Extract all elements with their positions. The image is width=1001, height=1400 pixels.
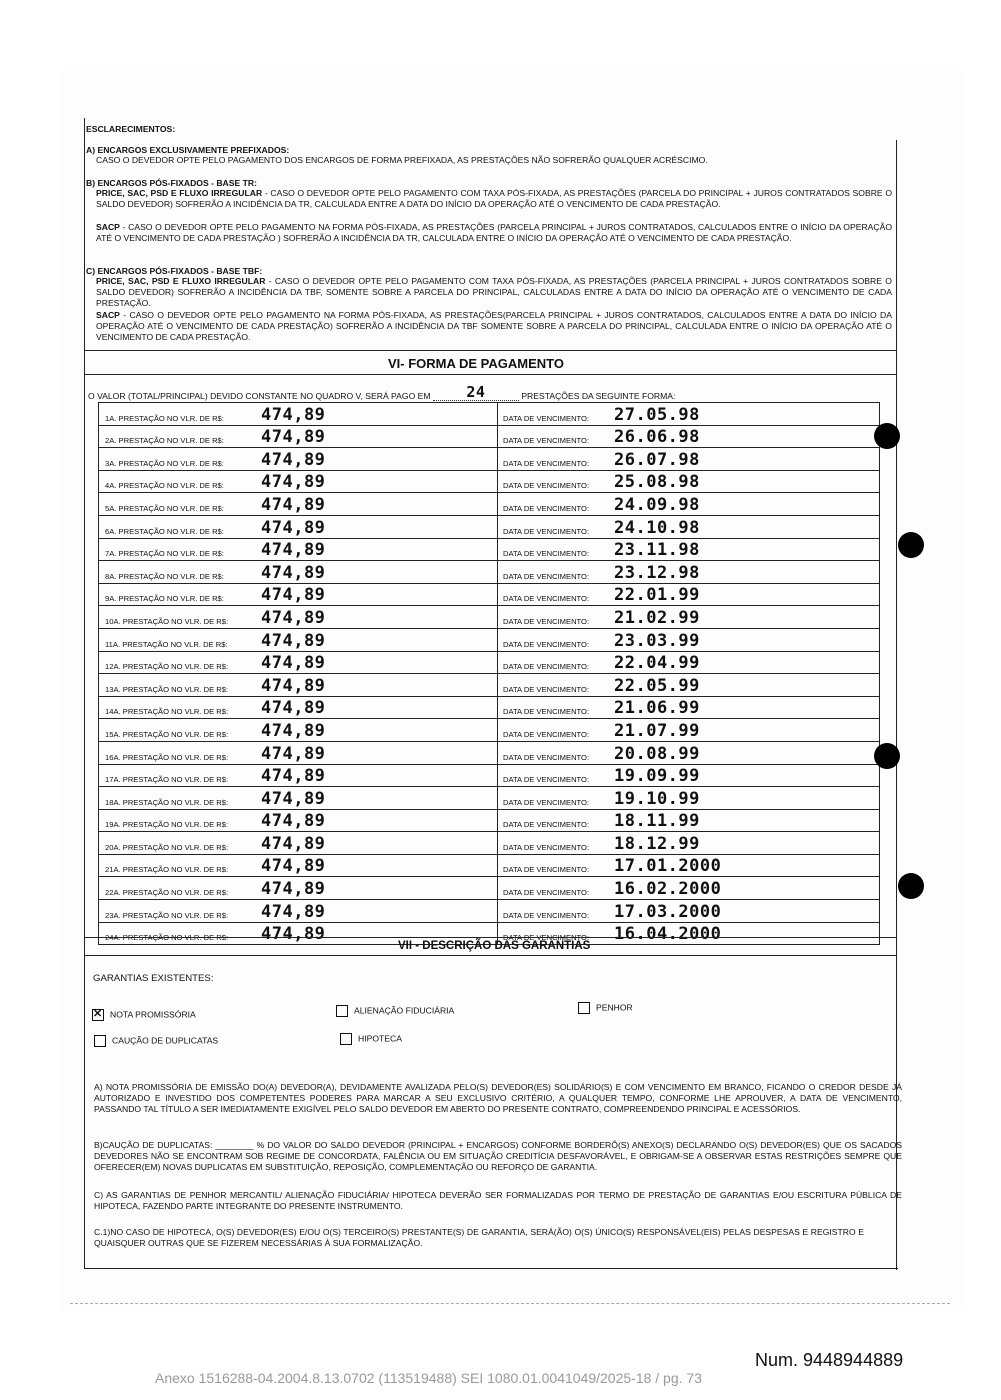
installment-row: [99, 516, 879, 539]
installment-value-cell: [99, 652, 498, 674]
due-date-label: DATA DE VENCIMENTO:: [503, 549, 590, 559]
due-date-label: DATA DE VENCIMENTO:: [503, 684, 590, 694]
installment-label: 18A. PRESTAÇÃO NO VLR. DE R$:: [105, 797, 229, 807]
due-date-label: DATA DE VENCIMENTO:: [503, 888, 590, 898]
due-date-value: 22.01.99: [614, 585, 700, 606]
installment-label: 1A. PRESTAÇÃO NO VLR. DE R$:: [105, 413, 224, 423]
installment-value-cell: [99, 426, 498, 448]
due-date-label: DATA DE VENCIMENTO:: [503, 707, 590, 717]
installment-amount: 474,89: [261, 675, 326, 696]
installment-row: [99, 493, 879, 516]
installment-value-cell: [99, 493, 498, 515]
installment-value-cell: [99, 606, 498, 628]
garantias-a-text: A) NOTA PROMISSÓRIA DE EMISSÃO DO(A) DEVEDOR(A), DEVIDAMENTE AVALIZADA PELO(S) DEVEDOR(ES) SOLIDÁRIO(S) E COM VENCIMENTO EM BRANCO, FICANDO O CREDOR DESDE JÁ AUTORIZADO E INVESTIDO DOS COMPETENTES PODERES PARA MARCAR A SEU EXCLUSIVO CRITÉRIO, A QUALQUER TEMPO, CONFORME LHE APROUVER, A DATA DE VENCIMENTO, PASSANDO TAL TÍTULO A SER IMEDIATAMENTE EXIGÍVEL PELO SALDO DEVEDOR EM ABERTO DO PRESENTE CONTRATO, COMPREENDENDO PRINCIPAL E ACESSÓRIOS.: [94, 1082, 902, 1114]
esclarecimentos-a-text: CASO O DEVEDOR OPTE PELO PAGAMENTO DOS ENCARGOS DE FORMA PREFIXADA, AS PRESTAÇÕES NÃO SOFRERÃO QUALQUER ACRÉSCIMO.: [96, 155, 708, 165]
installment-amount: 474,89: [261, 901, 326, 922]
section-divider: [84, 350, 897, 351]
installment-label: 15A. PRESTAÇÃO NO VLR. DE R$:: [105, 729, 229, 739]
esclarecimentos-title: ESCLARECIMENTOS:: [86, 124, 176, 134]
installment-amount: 474,89: [261, 811, 326, 832]
option-caucao-duplicatas[interactable]: CAUÇÃO DE DUPLICATAS: [94, 1035, 218, 1047]
installment-label: 5A. PRESTAÇÃO NO VLR. DE R$:: [105, 503, 224, 513]
installment-value-cell: [99, 742, 498, 764]
due-date-label: DATA DE VENCIMENTO:: [503, 797, 590, 807]
due-date-label: DATA DE VENCIMENTO:: [503, 616, 590, 626]
due-date-value: 27.05.98: [614, 404, 700, 425]
installment-row: [99, 426, 879, 449]
due-date-value: 22.05.99: [614, 675, 700, 696]
garantias-c1-text: C.1)NO CASO DE HIPOTECA, O(S) DEVEDOR(ES) E/OU O(S) TERCEIRO(S) PRESTANTE(S) DE GARANTIA, SERÁ(ÃO) O(S) ÚNICO(S) RESPONSÁVEL(EIS) PELAS DESPESAS E REGISTRO E QUAISQUER OUTRAS QUE SE FIZEREM NECESSÁRIAS À SUA FORMALIZAÇÃO.: [94, 1227, 864, 1248]
section-vi-title: VI- FORMA DE PAGAMENTO: [388, 356, 564, 371]
installment-label: 8A. PRESTAÇÃO NO VLR. DE R$:: [105, 571, 224, 581]
due-date-value: 25.08.98: [614, 472, 700, 493]
installment-amount: 474,89: [261, 833, 326, 854]
installment-row: [99, 448, 879, 471]
installment-label: 23A. PRESTAÇÃO NO VLR. DE R$:: [105, 910, 229, 920]
installment-label: 17A. PRESTAÇÃO NO VLR. DE R$:: [105, 775, 229, 785]
installment-value-cell: [99, 629, 498, 651]
installment-row: [99, 787, 879, 810]
due-date-value: 19.10.99: [614, 788, 700, 809]
installment-label: 13A. PRESTAÇÃO NO VLR. DE R$:: [105, 684, 229, 694]
installment-count: 24: [466, 383, 486, 401]
due-date-label: DATA DE VENCIMENTO:: [503, 910, 590, 920]
page-bottom-edge: [70, 1303, 950, 1304]
checkbox-icon[interactable]: [336, 1005, 348, 1017]
due-date-value: 19.09.99: [614, 766, 700, 787]
due-date-label: DATA DE VENCIMENTO:: [503, 820, 590, 830]
due-date-value: 20.08.99: [614, 743, 700, 764]
installment-row: [99, 742, 879, 765]
due-date-label: DATA DE VENCIMENTO:: [503, 503, 590, 513]
checkbox-icon[interactable]: [94, 1035, 106, 1047]
installment-label: 11A. PRESTAÇÃO NO VLR. DE R$:: [105, 639, 228, 649]
installment-label: 14A. PRESTAÇÃO NO VLR. DE R$:: [105, 707, 229, 717]
installment-amount: 474,89: [261, 743, 326, 764]
section-vii-title: VII - DESCRIÇÃO DAS GARANTIAS: [398, 940, 591, 952]
punch-hole: [874, 423, 900, 449]
due-date-label: DATA DE VENCIMENTO:: [503, 526, 590, 536]
option-penhor[interactable]: PENHOR: [578, 1002, 633, 1014]
due-date-label: DATA DE VENCIMENTO:: [503, 594, 590, 604]
installment-label: 4A. PRESTAÇÃO NO VLR. DE R$:: [105, 481, 224, 491]
due-date-value: 23.12.98: [614, 562, 700, 583]
installment-row: [99, 810, 879, 833]
installment-value-cell: [99, 448, 498, 470]
installment-row: [99, 629, 879, 652]
installment-label: 3A. PRESTAÇÃO NO VLR. DE R$:: [105, 458, 224, 468]
due-date-value: 16.02.2000: [614, 879, 722, 900]
installment-amount: 474,89: [261, 630, 326, 651]
installment-value-cell: [99, 765, 498, 787]
installment-amount: 474,89: [261, 427, 326, 448]
esclarecimentos-b-text-1: PRICE, SAC, PSD E FLUXO IRREGULAR - CASO O DEVEDOR OPTE PELO PAGAMENTO COM TAXA PÓS-FIXADA, AS PRESTAÇÕES (PARCELA DO PRINCIPAL + JUROS CONTRATADOS SOBRE O SALDO DEVEDOR) SOFRERÃO A INCIDÊNCIA DA TR, CALCULADA ENTRE A DATA DO INÍCIO DA OPERAÇÃO ATÉ O VENCIMENTO DE CADA PRESTAÇÃO.: [96, 188, 893, 209]
installment-value-cell: [99, 403, 498, 425]
esclarecimentos-a-title: A) ENCARGOS EXCLUSIVAMENTE PREFIXADOS:: [86, 145, 290, 155]
installment-row: [99, 765, 879, 788]
section-divider: [84, 955, 897, 956]
due-date-value: 22.04.99: [614, 653, 700, 674]
installment-label: 21A. PRESTAÇÃO NO VLR. DE R$:: [105, 865, 229, 875]
installment-row: [99, 855, 879, 878]
installment-row: [99, 539, 879, 562]
installment-value-cell: [99, 719, 498, 741]
installment-amount: 474,89: [261, 766, 326, 787]
installment-row: [99, 832, 879, 855]
due-date-value: 17.01.2000: [614, 856, 722, 877]
installment-value-cell: [99, 855, 498, 877]
installment-value-cell: [99, 810, 498, 832]
installment-row: [99, 471, 879, 494]
due-date-value: 26.06.98: [614, 427, 700, 448]
esclarecimentos-c-text-2: SACP - CASO O DEVEDOR OPTE PELO PAGAMENTO NA FORMA PÓS-FIXADA, AS PRESTAÇÕES(PARCELA PRINCIPAL + JUROS CONTRATADOS, CALCULADOS ENTRE A DATA DO INÍCIO DA OPERAÇÃO ATÉ O VENCIMENTO DE CADA PRESTAÇÃO) SOFRERÃO A INCIDÊNCIA DA TBF SOMENTE SOBRE A PARCELA DO PRINCIPAL, CALCULADA ENTRE O INÍCIO DA OPERAÇÃO ATÉ O VENCIMENTO DE CADA PRESTAÇÃO.: [96, 310, 892, 342]
garantias-c-text: C) AS GARANTIAS DE PENHOR MERCANTIL/ ALIENAÇÃO FIDUCIÁRIA/ HIPOTECA DEVERÃO SER FORMALIZADAS POR TERMO DE PRESTAÇÃO DE GARANTIAS E/OU ESCRITURA PÚBLICA DE HIPOTECA, FAZENDO PARTE INTEGRANTE DO PRESENTE INSTRUMENTO.: [94, 1190, 902, 1211]
installment-amount: 474,89: [261, 607, 326, 628]
installment-row: [99, 584, 879, 607]
due-date-value: 17.03.2000: [614, 901, 722, 922]
option-hipoteca[interactable]: HIPOTECA: [340, 1033, 402, 1045]
due-date-label: DATA DE VENCIMENTO:: [503, 571, 590, 581]
due-date-label: DATA DE VENCIMENTO:: [503, 842, 590, 852]
esclarecimentos-b-text-2: SACP - CASO O DEVEDOR OPTE PELO PAGAMENTO NA FORMA PÓS-FIXADA, AS PRESTAÇÕES (PARCELA PRINCIPAL + JUROS CONTRATADOS, CALCULADOS ENTRE O INÍCIO DA OPERAÇÃO ATÉ O VENCIMENTO DE CADA PRESTAÇÃO ) SOFRERÃO A INCIDÊNCIA DA TR, CALCULADA ENTRE O INÍCIO DA OPERAÇÃO ATÉ O VENCIMENTO DE CADA PRESTAÇÃO.: [96, 222, 892, 243]
checkbox-icon[interactable]: [340, 1033, 352, 1045]
installment-label: 2A. PRESTAÇÃO NO VLR. DE R$:: [105, 436, 224, 446]
installment-label: 9A. PRESTAÇÃO NO VLR. DE R$:: [105, 594, 224, 604]
installment-row: [99, 674, 879, 697]
installment-value-cell: [99, 516, 498, 538]
installment-value-cell: [99, 877, 498, 899]
installment-row: [99, 403, 879, 426]
installment-value-cell: [99, 900, 498, 922]
installment-value-cell: [99, 561, 498, 583]
installment-amount: 474,89: [261, 879, 326, 900]
installment-amount: 474,89: [261, 788, 326, 809]
section-divider: [84, 374, 897, 375]
due-date-value: 24.10.98: [614, 517, 700, 538]
due-date-label: DATA DE VENCIMENTO:: [503, 458, 590, 468]
installment-value-cell: [99, 832, 498, 854]
due-date-label: DATA DE VENCIMENTO:: [503, 775, 590, 785]
due-date-value: 23.03.99: [614, 630, 700, 651]
installments-table: [98, 402, 880, 945]
installment-amount: 474,89: [261, 472, 326, 493]
installment-row: [99, 877, 879, 900]
punch-hole: [898, 532, 924, 558]
esclarecimentos-c-text-1: PRICE, SAC, PSD E FLUXO IRREGULAR - CASO O DEVEDOR OPTE PELO PAGAMENTO COM TAXA PÓS-FIXADA, AS PRESTAÇÕES (PARCELA PRINCIPAL + JUROS CONTRATADOS SOBRE O SALDO DEVEDOR) SOFRERÃO A INCIDÊNCIA DA TBF, SOMENTE SOBRE A PARCELA DO PRINCIPAL, CALCULADAS ENTRE A DATA DO INÍCIO DA OPERAÇÃO ATÉ O VENCIMENTO DE CADA PRESTAÇÃO.: [96, 276, 892, 308]
installment-amount: 474,89: [261, 698, 326, 719]
installment-value-cell: [99, 584, 498, 606]
installment-amount: 474,89: [261, 494, 326, 515]
installment-row: [99, 561, 879, 584]
installment-label: 16A. PRESTAÇÃO NO VLR. DE R$:: [105, 752, 229, 762]
garantias-b-text: B)CAUÇÃO DE DUPLICATAS: ________ % DO VALOR DO SALDO DEVEDOR (PRINCIPAL + ENCARGOS) CONFORME BORDERÔ(S) ANEXO(S) DECLARANDO O(S) DEVEDOR(ES) QUE OS SACADOS DEVEDORES NÃO SE ENCONTRAM SOB REGIME DE CONCORDATA, FALÊNCIA OU EM SITUAÇÃO CREDITÍCIA DESFAVORÁVEL, E OBRIGAM-SE A OBSERVAR ESTAS RESTRIÇÕES SEMPRE QUE OFERECER(EM) NOVAS DUPLICATAS EM SUBSTITUIÇÃO, REPOSIÇÃO, COMPLEMENTAÇÃO OU REFORÇO DE GARANTIA.: [94, 1140, 902, 1172]
option-nota-promissoria[interactable]: ✕NOTA PROMISSÓRIA: [92, 1009, 196, 1021]
garantias-existentes-label: GARANTIAS EXISTENTES:: [93, 973, 214, 984]
due-date-value: 21.06.99: [614, 698, 700, 719]
installment-amount: 474,89: [261, 856, 326, 877]
installment-amount: 474,89: [261, 720, 326, 741]
payment-intro: O VALOR (TOTAL/PRINCIPAL) DEVIDO CONSTANTE NO QUADRO V, SERÁ PAGO EM 24 PRESTAÇÕES DA SEGUINTE FORMA:: [88, 383, 676, 401]
due-date-value: 18.12.99: [614, 833, 700, 854]
document-number: Num. 9448944889: [755, 1350, 904, 1370]
footer-annex-reference: Anexo 1516288-04.2004.8.13.0702 (113519488) SEI 1080.01.0041049/2025-18 / pg. 73: [155, 1370, 702, 1386]
due-date-value: 21.07.99: [614, 720, 700, 741]
installment-amount: 474,89: [261, 449, 326, 470]
installment-value-cell: [99, 471, 498, 493]
installment-label: 20A. PRESTAÇÃO NO VLR. DE R$:: [105, 842, 229, 852]
punch-hole: [874, 743, 900, 769]
installment-label: 24A. PRESTAÇÃO NO VLR. DE R$:: [105, 933, 229, 943]
installment-row: [99, 652, 879, 675]
installment-row: [99, 900, 879, 923]
installment-row: [99, 697, 879, 720]
esclarecimentos-c-title: C) ENCARGOS PÓS-FIXADOS - BASE TBF:: [86, 266, 263, 276]
due-date-value: 21.02.99: [614, 607, 700, 628]
due-date-label: DATA DE VENCIMENTO:: [503, 729, 590, 739]
installment-label: 12A. PRESTAÇÃO NO VLR. DE R$:: [105, 662, 229, 672]
installment-amount: 474,89: [261, 585, 326, 606]
due-date-label: DATA DE VENCIMENTO:: [503, 752, 590, 762]
due-date-label: DATA DE VENCIMENTO:: [503, 639, 590, 649]
due-date-label: DATA DE VENCIMENTO:: [503, 436, 590, 446]
installment-amount: 474,89: [261, 924, 326, 945]
installment-amount: 474,89: [261, 404, 326, 425]
installment-value-cell: [99, 697, 498, 719]
punch-hole: [898, 873, 924, 899]
installment-row: [99, 719, 879, 742]
installment-label: 10A. PRESTAÇÃO NO VLR. DE R$:: [105, 616, 229, 626]
installment-amount: 474,89: [261, 517, 326, 538]
due-date-value: 16.04.2000: [614, 924, 722, 945]
esclarecimentos-b-title: B) ENCARGOS PÓS-FIXADOS - BASE TR:: [86, 178, 257, 188]
installment-label: 7A. PRESTAÇÃO NO VLR. DE R$:: [105, 549, 224, 559]
section-divider: [84, 937, 897, 938]
installment-value-cell: [99, 787, 498, 809]
due-date-value: 26.07.98: [614, 449, 700, 470]
installment-amount: 474,89: [261, 653, 326, 674]
due-date-value: 23.11.98: [614, 540, 700, 561]
installment-label: 19A. PRESTAÇÃO NO VLR. DE R$:: [105, 820, 229, 830]
installment-row: [99, 606, 879, 629]
installment-value-cell: [99, 674, 498, 696]
installment-amount: 474,89: [261, 540, 326, 561]
due-date-value: 18.11.99: [614, 811, 700, 832]
due-date-label: DATA DE VENCIMENTO:: [503, 933, 590, 943]
checkbox-icon[interactable]: [578, 1002, 590, 1014]
due-date-value: 24.09.98: [614, 494, 700, 515]
due-date-label: DATA DE VENCIMENTO:: [503, 481, 590, 491]
due-date-label: DATA DE VENCIMENTO:: [503, 662, 590, 672]
installment-amount: 474,89: [261, 562, 326, 583]
installment-label: 22A. PRESTAÇÃO NO VLR. DE R$:: [105, 888, 229, 898]
installment-label: 6A. PRESTAÇÃO NO VLR. DE R$:: [105, 526, 224, 536]
due-date-label: DATA DE VENCIMENTO:: [503, 413, 590, 423]
checkbox-checked-icon[interactable]: [92, 1009, 104, 1021]
installment-value-cell: [99, 539, 498, 561]
due-date-label: DATA DE VENCIMENTO:: [503, 865, 590, 875]
option-alienacao-fiduciaria[interactable]: ALIENAÇÃO FIDUCIÁRIA: [336, 1005, 454, 1017]
